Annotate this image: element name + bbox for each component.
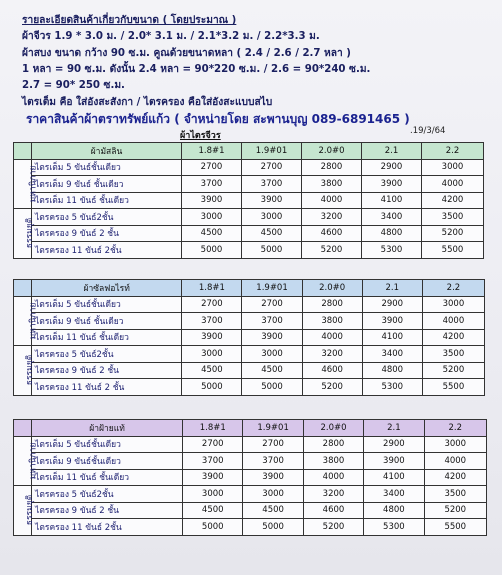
price-cell: 4000	[424, 453, 486, 470]
price-cell: 4600	[303, 502, 363, 519]
table-row	[14, 379, 485, 396]
price-cell: 3000	[243, 486, 303, 503]
price-cell: 3000	[182, 209, 242, 226]
robe-set-name: ไตรเต็ม 5 ขันธ์ชั้นเดียว	[32, 436, 183, 453]
size-column-header: 2.1	[362, 280, 422, 297]
fabric-type-header: ผ้าฝ้ายแท้	[32, 420, 183, 437]
sect-group-label: มหานิกาย	[28, 165, 39, 203]
robe-set-name: ไตรครอง 11 ขันธ์ 2 ชั้น	[32, 379, 182, 396]
price-cell: 3900	[243, 469, 303, 486]
price-cell: 5200	[424, 502, 486, 519]
price-cell: 5200	[303, 519, 363, 536]
fabric-type-header: ผ้ามัสลิน	[32, 143, 182, 160]
table-row	[14, 192, 484, 209]
price-cell: 5200	[422, 225, 484, 242]
size-column-header: 1.9#01	[243, 420, 303, 437]
price-cell: 5000	[182, 379, 242, 396]
robe-set-name: ไตรเต็ม 9 ขันธ์ชั้นเดียว	[32, 453, 183, 470]
size-column-header: 2.0#0	[302, 280, 362, 297]
price-cell: 3900	[364, 453, 424, 470]
price-cell: 5200	[302, 242, 362, 259]
header-corner	[14, 143, 32, 160]
table-row	[14, 453, 487, 470]
sabong-size-line: ผ้าสบง ขนาด กว้าง 90 ซ.ม. คูณด้วยขนาดหลา ( 2.4 / 2.6 / 2.7 หลา )	[22, 48, 351, 59]
table-row	[14, 519, 487, 536]
price-cell: 4800	[362, 362, 422, 379]
robe-set-name: ไตรเต็ม 11 ขันธ์ ชั้นเดียว	[32, 469, 183, 486]
table-header-row	[14, 280, 485, 297]
price-cell: 3700	[242, 313, 302, 330]
price-cell: 3000	[422, 296, 484, 313]
size-column-header: 1.8#1	[182, 143, 242, 160]
price-cell: 2700	[242, 159, 302, 176]
price-cell: 4100	[364, 469, 424, 486]
size-column-header: 2.0#0	[302, 143, 362, 160]
price-cell: 3500	[422, 346, 484, 363]
price-cell: 2800	[302, 296, 362, 313]
sect-group-label: ธรรมยุติ	[25, 495, 36, 526]
price-cell: 3000	[242, 209, 302, 226]
price-cell: 5300	[362, 379, 422, 396]
table-row	[14, 329, 485, 346]
robe-set-name: ไตรเต็ม 9 ขันธ์ ชั้นเดียว	[32, 176, 182, 193]
sect-group-cell	[14, 159, 39, 209]
price-table-cotton	[13, 419, 487, 536]
price-cell: 3200	[303, 486, 363, 503]
table-row	[14, 486, 487, 503]
date-label: .19/3/64	[410, 126, 446, 136]
price-cell: 2700	[242, 296, 302, 313]
yard-conversion-line: 1 หลา = 90 ซ.ม. ดังนั้น 2.4 หลา = 90*220 ซ.ม. / 2.6 = 90*240 ซ.ม.	[22, 64, 371, 75]
sect-group-label: ธรรมยุติ	[25, 218, 36, 249]
price-cell: 3900	[182, 192, 242, 209]
size-column-header: 2.0#0	[303, 420, 363, 437]
price-cell: 5200	[302, 379, 362, 396]
header-corner	[14, 280, 32, 297]
price-cell: 3200	[302, 346, 362, 363]
table-row	[14, 159, 484, 176]
table-header-row	[14, 143, 484, 160]
size-column-header: 2.2	[422, 143, 484, 160]
price-cell: 4600	[302, 225, 362, 242]
price-cell: 3900	[242, 329, 302, 346]
price-cell: 2800	[303, 436, 363, 453]
price-cell: 4000	[302, 329, 362, 346]
price-cell: 3400	[362, 209, 422, 226]
price-cell: 4500	[183, 502, 243, 519]
robe-set-name: ไตรครอง 11 ขันธ์ 2ชั้น	[32, 519, 183, 536]
price-cell: 5000	[242, 242, 302, 259]
price-cell: 5000	[242, 379, 302, 396]
robe-set-name: ไตรครอง 9 ขันธ์ 2 ชั้น	[32, 225, 182, 242]
price-cell: 4200	[424, 469, 486, 486]
size-column-header: 1.8#1	[183, 420, 243, 437]
sect-group-cell	[14, 296, 39, 346]
price-cell: 4100	[362, 329, 422, 346]
table-header-row	[14, 420, 487, 437]
price-table-muslin	[13, 142, 484, 259]
price-cell: 5500	[424, 519, 486, 536]
price-cell: 3800	[303, 453, 363, 470]
robe-set-name: ไตรครอง 9 ขันธ์ 2 ชั้น	[32, 362, 182, 379]
robe-set-name: ไตรเต็ม 9 ขันธ์ ชั้นเดียว	[32, 313, 182, 330]
price-cell: 2900	[362, 296, 422, 313]
robe-set-name: ไตรครอง 11 ขันธ์ 2ชั้น	[32, 242, 182, 259]
price-cell: 2700	[182, 159, 242, 176]
table-row	[14, 502, 487, 519]
size-column-header: 2.2	[422, 280, 484, 297]
table-row	[14, 225, 484, 242]
table-row	[14, 436, 487, 453]
price-cell: 4000	[422, 176, 484, 193]
price-cell: 3700	[182, 176, 242, 193]
price-cell: 3400	[364, 486, 424, 503]
price-cell: 5300	[362, 242, 422, 259]
price-cell: 2700	[243, 436, 303, 453]
price-cell: 4800	[362, 225, 422, 242]
price-cell: 3000	[422, 159, 484, 176]
price-cell: 3000	[183, 486, 243, 503]
price-cell: 5200	[422, 362, 484, 379]
price-cell: 3500	[424, 486, 486, 503]
price-cell: 3900	[362, 313, 422, 330]
price-cell: 5500	[422, 242, 484, 259]
price-cell: 3800	[302, 176, 362, 193]
price-cell: 3000	[182, 346, 242, 363]
price-cell: 3200	[302, 209, 362, 226]
table-row	[14, 242, 484, 259]
price-cell: 4500	[182, 362, 242, 379]
size-column-header: 2.1	[364, 420, 424, 437]
price-cell: 4000	[303, 469, 363, 486]
size-column-header: 1.9#01	[242, 280, 302, 297]
price-cell: 4500	[242, 362, 302, 379]
price-cell: 4800	[364, 502, 424, 519]
price-cell: 5000	[182, 242, 242, 259]
robe-set-name: ไตรครอง 5 ขันธ์2ชั้น	[32, 346, 182, 363]
price-cell: 5500	[422, 379, 484, 396]
robe-set-name: ไตรเต็ม 5 ขันธ์ชั้นเดียว	[32, 159, 182, 176]
price-cell: 3900	[362, 176, 422, 193]
price-cell: 4200	[422, 329, 484, 346]
robe-set-name: ไตรเต็ม 11 ขันธ์ ชั้นเดียว	[32, 192, 182, 209]
robe-sizes-line: ผ้าจีวร 1.9 * 3.0 ม. / 2.0* 3.1 ม. / 2.1*3.2 ม. / 2.2*3.3 ม.	[22, 31, 320, 42]
price-cell: 3900	[182, 329, 242, 346]
table-row	[14, 469, 487, 486]
price-cell: 3800	[302, 313, 362, 330]
price-cell: 2700	[182, 296, 242, 313]
price-cell: 3400	[362, 346, 422, 363]
price-cell: 4500	[242, 225, 302, 242]
price-cell: 2900	[362, 159, 422, 176]
table-row	[14, 362, 485, 379]
price-cell: 3500	[422, 209, 484, 226]
size-column-header: 1.8#1	[182, 280, 242, 297]
price-cell: 3700	[183, 453, 243, 470]
table-row	[14, 313, 485, 330]
price-cell: 5300	[364, 519, 424, 536]
size-column-header: 2.1	[362, 143, 422, 160]
table-row	[14, 346, 485, 363]
table-row	[14, 209, 484, 226]
price-cell: 4500	[182, 225, 242, 242]
robe-set-name: ไตรเต็ม 11 ขันธ์ ชั้นเดียว	[32, 329, 182, 346]
price-cell: 3900	[183, 469, 243, 486]
price-cell: 3700	[243, 453, 303, 470]
robe-set-name: ไตรครอง 9 ขันธ์ 2 ชั้น	[32, 502, 183, 519]
price-cell: 2800	[302, 159, 362, 176]
table-row	[14, 176, 484, 193]
size-column-header: 2.2	[424, 420, 486, 437]
price-cell: 5000	[183, 519, 243, 536]
sect-group-cell	[14, 486, 36, 536]
price-cell: 3700	[242, 176, 302, 193]
sect-group-label: มหานิกาย	[28, 442, 39, 480]
sect-group-label: มหานิกาย	[28, 302, 39, 340]
robe-set-name: ไตรครอง 5 ขันธ์2ชั้น	[32, 486, 183, 503]
seller-price-heading: ราคาสินค้าผ้าตราทรัพย์แก้ว ( จำหน่ายโดย สะพานบุญ 089-6891465 )	[26, 112, 410, 126]
price-cell: 4100	[362, 192, 422, 209]
price-cell: 4600	[302, 362, 362, 379]
robe-set-name: ไตรครอง 5 ขันธ์2ชั้น	[32, 209, 182, 226]
sect-group-label: ธรรมยุติ	[25, 355, 36, 386]
yard-conversion-line-2: 2.7 = 90* 250 ซ.ม.	[22, 80, 125, 91]
header-corner	[14, 420, 32, 437]
price-cell: 3000	[242, 346, 302, 363]
table-row	[14, 296, 485, 313]
robe-set-name: ไตรเต็ม 5 ขันธ์ชั้นเดียว	[32, 296, 182, 313]
price-cell: 3900	[242, 192, 302, 209]
price-cell: 4200	[422, 192, 484, 209]
price-cell: 4000	[302, 192, 362, 209]
sect-group-cell	[14, 209, 36, 259]
details-heading: รายละเอียดสินค้าเกี่ยวกับขนาด ( โดยประมาณ )	[22, 15, 237, 26]
fabric-type-header: ผ้าซัลฟอไรท์	[32, 280, 182, 297]
price-cell: 2700	[183, 436, 243, 453]
price-table-sulforite	[13, 279, 485, 396]
size-column-header: 1.9#01	[242, 143, 302, 160]
set-definition-line: ไตรเต็ม คือ ใส่อังสะสังกา / ไตรครอง คือใส่อังสะแบบสไบ	[22, 97, 273, 108]
sect-group-cell	[14, 346, 36, 396]
price-cell: 3000	[424, 436, 486, 453]
price-cell: 4000	[422, 313, 484, 330]
price-cell: 4500	[243, 502, 303, 519]
table-caption: ผ้าไตรจีวร	[180, 131, 221, 141]
price-cell: 5000	[243, 519, 303, 536]
price-cell: 2900	[364, 436, 424, 453]
sect-group-cell	[14, 436, 39, 486]
price-cell: 3700	[182, 313, 242, 330]
